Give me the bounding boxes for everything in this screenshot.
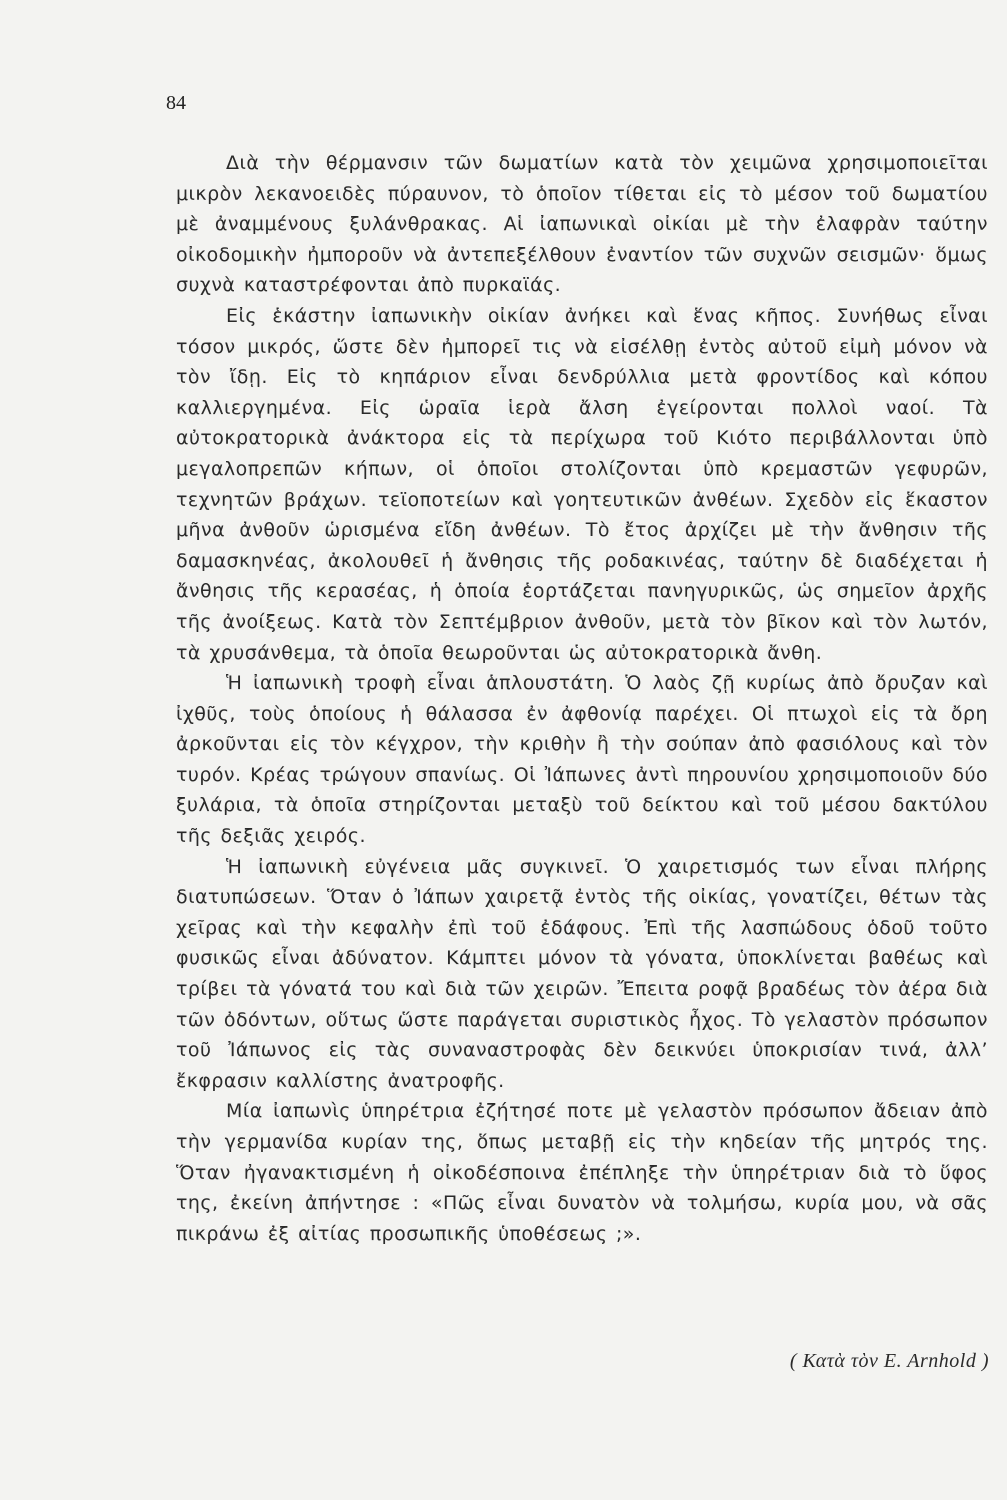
paragraph-heating: Διὰ τὴν θέρμανσιν τῶν δωματίων κατὰ τὸν χειμῶνα χρησιμοποιεῖται μικρὸν λεκανοειδὲς πύραυνον, τὸ ὁποῖον τίθεται εἰς τὸ μέσον τοῦ δωματίου μὲ ἀναμμένους ξυλάνθρακας. Αἱ ἰαπωνικαὶ οἰκίαι μὲ τὴν ἐλαφρὰν ταύτην οἰκοδομικὴν ἠμποροῦν νὰ ἀντεπεξέλθουν ἐναντίον τῶν συχνῶν σεισμῶν· ὅμως συχνὰ καταστρέφονται ἀπὸ πυρκαϊάς. (176, 152, 988, 297)
attribution: ( Κατὰ τὸν E. Arnhold ) (789, 1350, 989, 1372)
paragraph-anecdote: Μία ἰαπωνὶς ὑπηρέτρια ἐζήτησέ ποτε μὲ γελαστὸν πρόσωπον ἄδειαν ἀπὸ τὴν γερμανίδα κυρίαν της, ὅπως μεταβῇ εἰς τὴν κηδείαν τῆς μητρός της. Ὅταν ἠγανακτισμένη ἡ οἰκοδέσποινα ἐπέπληξε τὴν ὑπηρέτριαν διὰ τὸ ὕφος της, ἐκείνη ἀπήντησε : «Πῶς εἶναι δυνατὸν νὰ τολμήσω, κυρία μου, νὰ σᾶς πικράνω ἐξ αἰτίας προσωπικῆς ὑποθέσεως ;». (176, 1100, 988, 1245)
paragraph-courtesy: Ἡ ἰαπωνικὴ εὐγένεια μᾶς συγκινεῖ. Ὁ χαιρετισμός των εἶναι πλήρης διατυπώσεων. Ὅταν ὁ Ἰάπων χαιρετᾷ ἐντὸς τῆς οἰκίας, γονατίζει, θέτων τὰς χεῖρας καὶ τὴν κεφαλὴν ἐπὶ τοῦ ἐδάφους. Ἐπὶ τῆς λασπώδους ὁδοῦ τοῦτο φυσικῶς εἶναι ἀδύνατον. Κάμπτει μόνον τὰ γόνατα, ὑποκλίνεται βαθέως καὶ τρίβει τὰ γόνατά του καὶ διὰ τῶν χειρῶν. Ἔπειτα ροφᾷ βραδέως τὸν ἀέρα διὰ τῶν ὀδόντων, οὕτως ὥστε παράγεται συριστικὸς ἦχος. Τὸ γελαστὸν πρόσωπον τοῦ Ἰάπωνος εἰς τὰς συναναστροφὰς δὲν δεικνύει ὑποκρισίαν τινά, ἀλλ’ ἔκφρασιν καλλίστης ἀνατροφῆς. (176, 855, 988, 1092)
paragraph-food: Ἡ ἰαπωνικὴ τροφὴ εἶναι ἁπλουστάτη. Ὁ λαὸς ζῇ κυρίως ἀπὸ ὄρυζαν καὶ ἰχθῦς, τοὺς ὁποίους ἡ θάλασσα ἐν ἀφθονίᾳ παρέχει. Οἱ πτωχοὶ εἰς τὰ ὄρη ἀρκοῦνται εἰς τὸν κέγχρον, τὴν κριθὴν ἢ τὴν σούπαν ἀπὸ φασιόλους καὶ τὸν τυρόν. Κρέας τρώγουν σπανίως. Οἱ Ἰάπωνες ἀντὶ πηρουνίου χρησιμοποιοῦν δύο ξυλάρια, τὰ ὁποῖα στηρίζονται μεταξὺ τοῦ δείκτου καὶ τοῦ μέσου δακτύλου τῆς δεξιᾶς χειρός. (176, 672, 988, 848)
paragraph-gardens: Εἰς ἑκάστην ἰαπωνικὴν οἰκίαν ἀνήκει καὶ ἕνας κῆπος. Συνήθως εἶναι τόσον μικρός, ὥστε δὲν ἠμπορεῖ τις νὰ εἰσέλθῃ ἐντὸς αὐτοῦ εἰμὴ μόνον νὰ τὸν ἴδῃ. Εἰς τὸ κηπάριον εἶναι δενδρύλλια μετὰ φροντίδος καὶ κόπου καλλιεργημένα. Εἰς ὡραῖα ἱερὰ ἄλση ἐγείρονται πολλοὶ ναοί. Τὰ αὐτοκρατορικὰ ἀνάκτορα εἰς τὰ περίχωρα τοῦ Κιότο περιβάλλονται ὑπὸ μεγαλοπρεπῶν κήπων, οἱ ὁποῖοι στολίζονται ὑπὸ κρεμαστῶν γεφυρῶν, τεχνητῶν βράχων. τεϊοποτείων καὶ γοητευτικῶν ἀνθέων. Σχεδὸν εἰς ἕκαστον μῆνα ἀνθοῦν ὡρισμένα εἴδη ἀνθέων. Τὸ ἔτος ἀρχίζει μὲ τὴν ἄνθησιν τῆς δαμασκηνέας, ἀκολουθεῖ ἡ ἄνθησις τῆς ροδακινέας, ταύτην δὲ διαδέχεται ἡ ἄνθησις τῆς κερασέας, ἡ ὁποία ἑορτάζεται πανηγυρικῶς, ὡς σημεῖον ἀρχῆς τῆς ἀνοίξεως. Κατὰ τὸν Σεπτέμβριον ἀνθοῦν, μετὰ τὸν βῖκον καὶ τὸν λωτόν, τὰ χρυσάνθεμα, τὰ ὁποῖα θεωροῦνται ὡς αὐτοκρατορικὰ ἄνθη. (176, 304, 988, 664)
page-number: 84 (166, 92, 186, 114)
body-text (176, 148, 988, 1249)
